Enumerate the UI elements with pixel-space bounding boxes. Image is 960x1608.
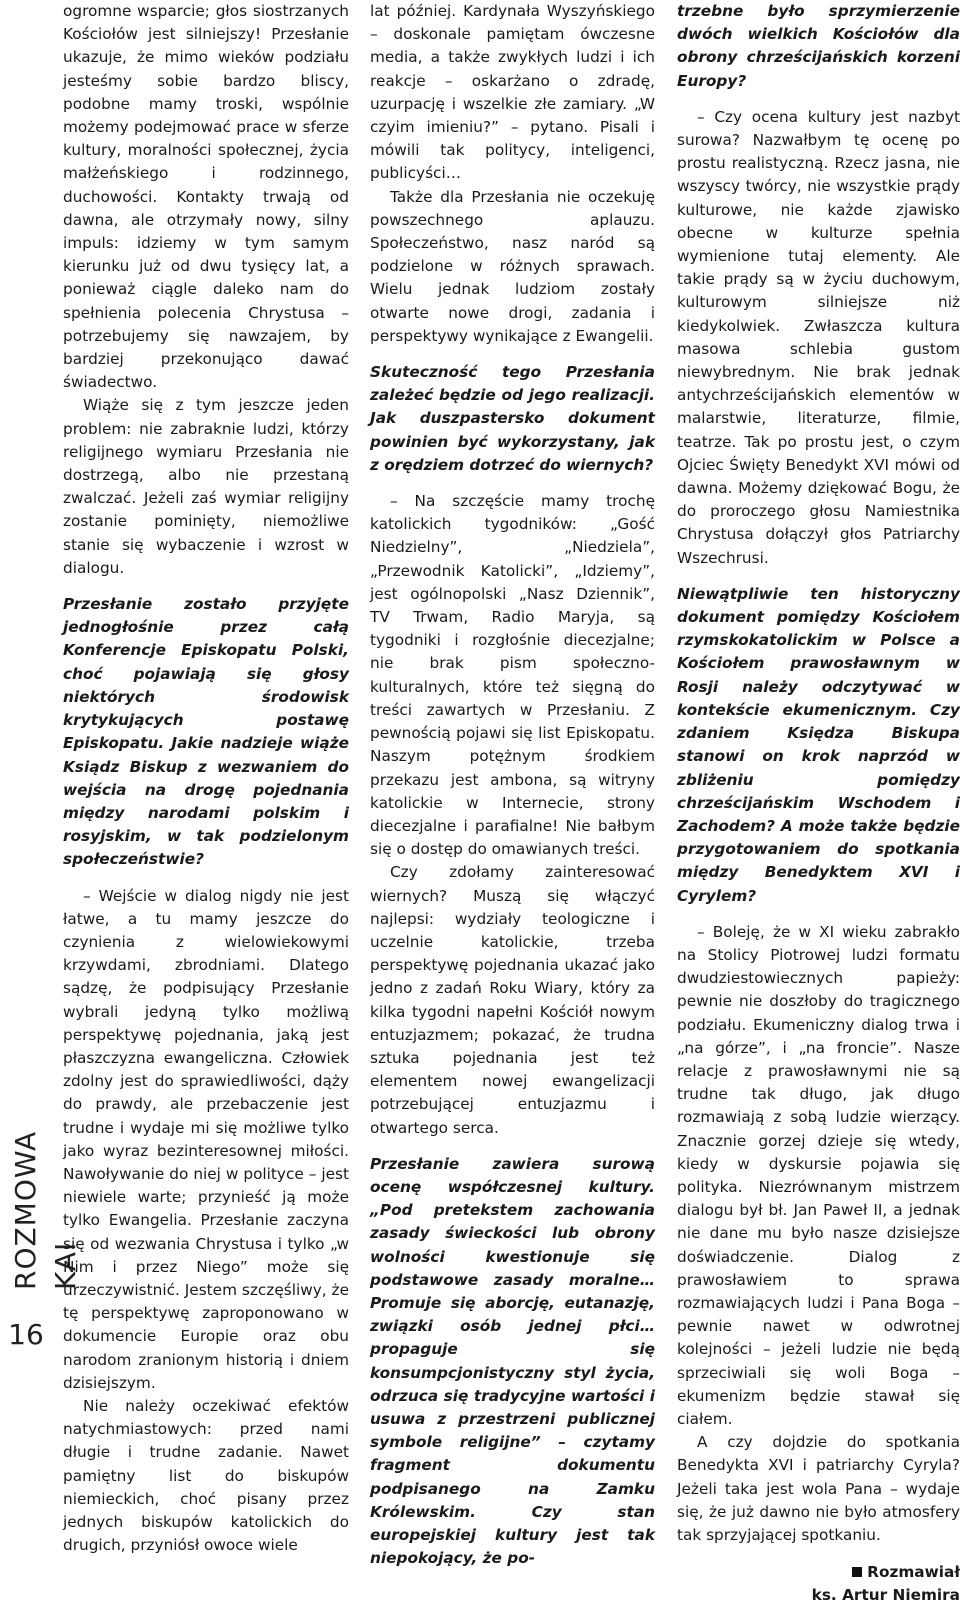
interview-question: Przesłanie zostało przyjęte jednogłośnie przez całą Konferencje Episkopatu Polski, choć pojawiają się głosy niektórych środowisk krytykujących postawę Episkopatu. Jakie nadzieje wiąże Ksiądz Biskup z wezwaniem do wejścia na drogę pojednania między narodami polskim i rosyjskim, w tak podzielonym społeczeństwie? <box>63 595 349 869</box>
signature-name: ks. Artur Niemira <box>811 1586 960 1605</box>
page-number: 16 <box>8 1318 44 1351</box>
paragraph: lat później. Kardynała Wyszyńskiego – doskonale pamiętam ówczesne media, a także zwykłych ludzi i ich reakcje – oskarżano o zdradę, uzurpację i wszelkie złe zamiary. „W czyim imieniu?” – pytano. Pisali i mówili tak politycy, inteligenci, publicyści… <box>370 2 655 183</box>
paragraph: – Boleję, że w XI wieku zabrakło na Stolicy Piotrowej ludzi formatu dwudziestowiecznych papieży: pewnie nie doszłoby do tragicznego podziału. Ekumeniczny dialog trwa i „na górze”, i „na froncie”. Nasze relacje z prawosławnymi nie są trudne tak długo, jak długo rozmawiają z sobą ludzie wierzący. Znacznie gorzej dzieje się wtedy, kiedy w dyskursie pojawia się polityka. Niezrównanym mistrzem dialogu był bł. Jan Paweł II, a jednak nie dane mu było nasze dzisiejsze doświadczenie. Dialog z prawosławiem to sprawa rozmawiających ludzi i Pana Boga – pewnie nawet w odwrotnej kolejności – jeżeli ludzie nie będą sprzeciwiali się woli Boga – ekumenizm będzie stawał się ciałem. <box>677 922 960 1428</box>
paragraph: – Na szczęście mamy trochę katolickich tygodników: „Gość Niedzielny”, „Niedziela”, „Przewodnik Katolicki”, „Idziemy”, jest ogólnopolski „Nasz Dziennik”, TV Trwam, Radio Maryja, są tygodniki i rozgłośnie diecezjalne; nie brak pism społeczno-kulturalnych, które też sięgną do treści zawartych w Przesłaniu. Z pewnością pojawi się list Episkopatu. Naszym potężnym środkiem przekazu jest ambona, są witryny katolickie w Internecie, strony diecezjalne i parafialne! Nie bałbym się o dostęp do omawianych treści. <box>370 492 655 859</box>
paragraph: A czy dojdzie do spotkania Benedykta XVI i patriarchy Cyryla? Jeżeli taka jest wola Pana – wydaje się, że już dawno nie było atmosfery tak sprzyjającej spotkaniu. <box>677 1433 960 1544</box>
text-column-3 <box>677 0 960 1608</box>
signature <box>677 1561 960 1607</box>
paragraph: – Czy ocena kultury jest nazbyt surowa? Nazwałbym tę ocenę po prostu realistyczną. Rzecz jasna, nie wszyscy twórcy, nie wszystkie prądy kulturowe, nie każde zjawisko obecne w kulturze spełnia wymienione tutaj elementy. Ale takie prądy są w życiu duchowym, kulturowym silniejsze niż kiedykolwiek. Zwłaszcza kultura masowa schlebia gustom niewybrednym. Nie brak jednak antychrześcijańskich elementów w malarstwie, literaturze, filmie, teatrze. Tak po prostu jest, o czym Ojciec Święty Benedykt XVI mówi od dawna. Możemy dziękować Bogu, że do proroczego głosu Namiestnika Chrystusa dołączył głos Patriarchy Wszechrusi. <box>677 107 960 567</box>
paragraph: Wiąże się z tym jeszcze jeden problem: nie zabraknie ludzi, którzy religijnego wymiaru Przesłania nie dostrzegą, albo nie przestaną zwalczać. Jeżeli zaś wymiar religijny zostanie pominięty, niemożliwe stanie się wybaczenie i wzrost w dialogu. <box>63 396 349 577</box>
paragraph: – Wejście w dialog nigdy nie jest łatwe, a tu mamy jeszcze do czynienia z wielowiekowymi krzywdami, zbrodniami. Dlatego sądzę, że podpisujący Przesłanie wybrali jedyną tylko możliwą perspektywę pojednania, jaką jest płaszczyzna ewangeliczna. Człowiek zdolny jest do sprawiedliwości, dąży do prawdy, ale przebaczenie jest trudne i wydaje mi się możliwe tylko jako wyraz bezinteresownej miłości. Nawoływanie do niej w polityce – jest niewiele warte; przynieść ją może tylko Ewangelia. Przesłanie zaczyna się od wezwania Chrystusa i tylko „w Nim i przez Niego” może się urzeczywistnić. Jestem szczęśliwy, że tę perspektywę zaproponowano w dokumencie Europie oraz obu narodom zranionym historią i dniem dzisiejszym. <box>63 886 349 1392</box>
interview-question: Skuteczność tego Przesłania zależeć będzie od jego realizacji. Jak duszpastersko dokument powinien być wykorzystany, jak z orędziem dotrzeć do wiernych? <box>370 363 655 474</box>
section-label: ROZMOWA KAI <box>9 1130 82 1290</box>
interview-question: trzebne było sprzymierzenie dwóch wielkich Kościołów dla obrony chrześcijańskich korzeni Europy? <box>677 2 960 90</box>
paragraph: Nie należy oczekiwać efektów natychmiastowych: przed nami długie i trudne zadanie. Nawet pamiętny list do biskupów niemieckich, choć pisany przez jednych biskupów katolickich do drugich, przyniósł owoce wiele <box>63 1396 349 1555</box>
page-sidebar <box>0 0 82 1359</box>
signature-label: Rozmawiał <box>867 1563 960 1582</box>
paragraph: ogromne wsparcie; głos siostrzanych Kościołów jest silniejszy! Przesłanie ukazuje, że mimo wieków podziału jesteśmy sobie bardzo bliscy, podobne mamy troski, wspólnie możemy podejmować prace w sferze kultury, moralności społecznej, życia małżeńskiego i rodzinnego, duchowości. Kontakty trwają od dawna, ale otrzymały nowy, silny impuls: idziemy w tym samym kierunku już od dwu tysięcy lat, a ponieważ ciągle daleko nam do spełnienia polecenia Chrystusa – potrzebujemy się nawzajem, by bardziej przekonująco dawać świadectwo. <box>63 2 349 392</box>
text-column-2 <box>370 0 655 1583</box>
paragraph: Czy zdołamy zainteresować wiernych? Muszą się włączyć najlepsi: wydziały teologiczne i uczelnie katolickie, trzeba perspektywę pojednania ukazać jako jedno z zadań Roku Wiary, który za kilka tygodni napełni Kościół nowym entuzjazmem; pokazać, że trudna sztuka pojednania jest też elementem nowej ewangelizacji potrzebującej entuzjazmu i otwartego serca. <box>370 863 655 1137</box>
text-column-1 <box>63 0 349 1557</box>
square-bullet-icon <box>852 1567 862 1577</box>
interview-question: Niewątpliwie ten historyczny dokument pomiędzy Kościołem rzymskokatolickim w Polsce a Kościołem prawosławnym w Rosji należy odczytywać w kontekście ekumenicznym. Czy zdaniem Księdza Biskupa stanowi on krok naprzód w zbliżeniu pomiędzy chrześcijańskim Wschodem i Zachodem? A może także będzie przygotowaniem do spotkania między Benedyktem XVI i Cyrylem? <box>677 584 960 905</box>
interview-question: Przesłanie zawiera surową ocenę współczesnej kultury. „Pod pretekstem zachowania zasady świeckości lub obrony wolności kwestionuje się podstawowe zasady moralne… Promuje się aborcję, eutanazję, związki osób jednej płci… propaguje się konsumpcjonistyczny styl życia, odrzuca się tradycyjne wartości i usuwa z przestrzeni publicznej symbole religijne” – czytamy fragment dokumentu podpisanego na Zamku Królewskim. Czy stan europejskiej kultury jest tak niepokojący, że po- <box>370 1154 655 1568</box>
paragraph: Także dla Przesłania nie oczekuję powszechnego aplauzu. Społeczeństwo, nasz naród są podzielone w różnych sprawach. Wielu jednak ludziom zostały otwarte nowe drogi, zadania i perspektywy wynikające z Ewangelii. <box>370 187 655 345</box>
